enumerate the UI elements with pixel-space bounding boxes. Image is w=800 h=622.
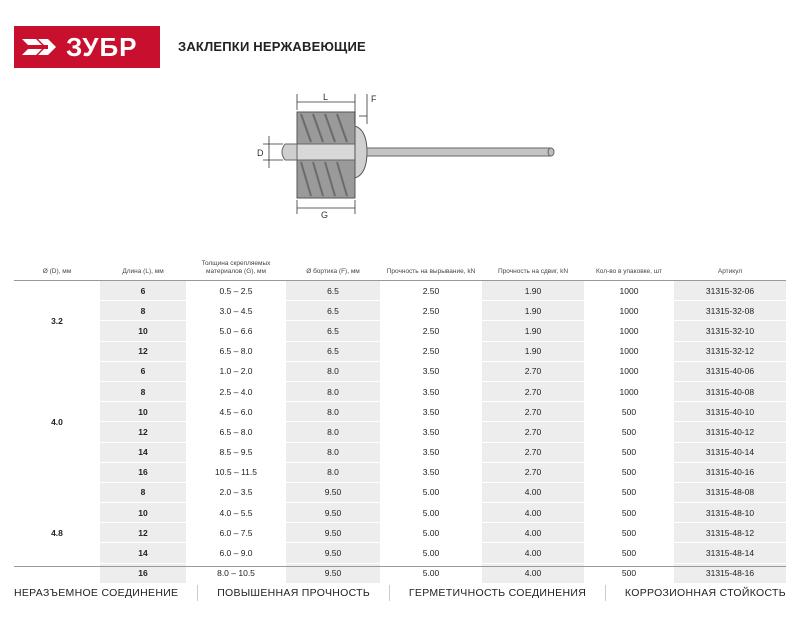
cell-length: 8 [100, 482, 186, 502]
cell-shear-strength: 2.70 [482, 381, 584, 401]
cell-pack-qty: 1000 [584, 361, 674, 381]
cell-flange: 8.0 [286, 422, 380, 442]
cell-length: 10 [100, 402, 186, 422]
cell-flange: 9.50 [286, 503, 380, 523]
page-title: ЗАКЛЕПКИ НЕРЖАВЕЮЩИЕ [178, 39, 366, 54]
cell-length: 16 [100, 563, 186, 583]
cell-length: 10 [100, 503, 186, 523]
cell-pull-strength: 2.50 [380, 281, 482, 301]
cell-thickness: 6.5 – 8.0 [186, 422, 286, 442]
header-flange: Ø бортика (F), мм [306, 268, 360, 275]
table-row [14, 462, 786, 482]
brand-logo [14, 26, 160, 68]
cell-shear-strength: 4.00 [482, 482, 584, 502]
cell-article: 31315-48-10 [674, 503, 786, 523]
cell-shear-strength: 4.00 [482, 543, 584, 563]
cell-pull-strength: 5.00 [380, 563, 482, 583]
cell-length: 12 [100, 523, 186, 543]
table-row [14, 321, 786, 341]
header-diameter: Ø (D), мм [42, 268, 72, 275]
cell-pull-strength: 2.50 [380, 321, 482, 341]
cell-pull-strength: 5.00 [380, 482, 482, 502]
cell-flange: 6.5 [286, 301, 380, 321]
zubr-emblem-icon [22, 35, 58, 59]
cell-shear-strength: 1.90 [482, 321, 584, 341]
cell-pack-qty: 500 [584, 482, 674, 502]
cell-thickness: 4.0 – 5.5 [186, 503, 286, 523]
cell-pack-qty: 500 [584, 563, 674, 583]
cell-diameter: 4.8 [14, 482, 100, 583]
cell-pull-strength: 3.50 [380, 381, 482, 401]
cell-length: 12 [100, 341, 186, 361]
table-row [14, 523, 786, 543]
cell-pack-qty: 500 [584, 462, 674, 482]
cell-pack-qty: 500 [584, 523, 674, 543]
dim-label-l: L [323, 92, 329, 102]
table-row [14, 422, 786, 442]
cell-length: 6 [100, 281, 186, 301]
cell-thickness: 8.5 – 9.5 [186, 442, 286, 462]
table-row [14, 281, 786, 301]
cell-shear-strength: 2.70 [482, 442, 584, 462]
feature-item: КОРРОЗИОННАЯ СТОЙКОСТЬ [624, 587, 786, 599]
cell-thickness: 4.5 – 6.0 [186, 402, 286, 422]
cell-pack-qty: 1000 [584, 301, 674, 321]
dim-label-g: G [321, 210, 329, 220]
cell-thickness: 3.0 – 4.5 [186, 301, 286, 321]
cell-pull-strength: 2.50 [380, 301, 482, 321]
header-pull-strength: Прочность на вырывание, kN [386, 268, 476, 275]
table-row [14, 301, 786, 321]
cell-flange: 8.0 [286, 462, 380, 482]
table-row [14, 543, 786, 563]
cell-article: 31315-40-10 [674, 402, 786, 422]
cell-pull-strength: 3.50 [380, 422, 482, 442]
table-row [14, 503, 786, 523]
cell-pack-qty: 500 [584, 402, 674, 422]
cell-shear-strength: 2.70 [482, 361, 584, 381]
cell-article: 31315-40-06 [674, 361, 786, 381]
cell-article: 31315-32-08 [674, 301, 786, 321]
cell-article: 31315-32-10 [674, 321, 786, 341]
header-shear-strength: Прочность на сдвиг, kN [497, 268, 569, 275]
cell-length: 14 [100, 543, 186, 563]
cell-length: 8 [100, 381, 186, 401]
header-article: Артикул [717, 268, 743, 275]
feature-separator [197, 585, 198, 601]
cell-pack-qty: 500 [584, 422, 674, 442]
cell-flange: 9.50 [286, 482, 380, 502]
cell-thickness: 2.5 – 4.0 [186, 381, 286, 401]
table-row [14, 381, 786, 401]
cell-article: 31315-48-14 [674, 543, 786, 563]
cell-flange: 8.0 [286, 442, 380, 462]
cell-diameter: 4.0 [14, 361, 100, 482]
cell-thickness: 5.0 – 6.6 [186, 321, 286, 341]
spec-table [14, 258, 786, 584]
cell-shear-strength: 2.70 [482, 462, 584, 482]
cell-article: 31315-40-12 [674, 422, 786, 442]
feature-item: ПОВЫШЕННАЯ ПРОЧНОСТЬ [217, 587, 371, 599]
cell-length: 8 [100, 301, 186, 321]
cell-article: 31315-48-16 [674, 563, 786, 583]
table-row [14, 402, 786, 422]
cell-pull-strength: 5.00 [380, 543, 482, 563]
cell-thickness: 0.5 – 2.5 [186, 281, 286, 301]
cell-length: 6 [100, 361, 186, 381]
cell-pull-strength: 3.50 [380, 462, 482, 482]
cell-flange: 6.5 [286, 281, 380, 301]
table-row [14, 361, 786, 381]
cell-article: 31315-32-06 [674, 281, 786, 301]
cell-pull-strength: 3.50 [380, 442, 482, 462]
cell-length: 14 [100, 442, 186, 462]
cell-pull-strength: 3.50 [380, 402, 482, 422]
cell-thickness: 6.5 – 8.0 [186, 341, 286, 361]
cell-article: 31315-48-08 [674, 482, 786, 502]
cell-shear-strength: 2.70 [482, 402, 584, 422]
feature-separator [389, 585, 390, 601]
features-bar [0, 578, 800, 608]
cell-thickness: 10.5 – 11.5 [186, 462, 286, 482]
header-pack-qty: Кол-во в упаковке, шт [596, 268, 662, 275]
cell-diameter: 3.2 [14, 281, 100, 362]
cell-article: 31315-40-14 [674, 442, 786, 462]
feature-item: ГЕРМЕТИЧНОСТЬ СОЕДИНЕНИЯ [408, 587, 587, 599]
brand-name: ЗУБР [66, 32, 138, 62]
cell-pull-strength: 2.50 [380, 341, 482, 361]
cell-length: 12 [100, 422, 186, 442]
cell-pack-qty: 500 [584, 543, 674, 563]
cell-article: 31315-48-12 [674, 523, 786, 543]
rivet-diagram [255, 90, 575, 220]
dim-label-f: F [371, 94, 377, 104]
cell-flange: 6.5 [286, 341, 380, 361]
cell-shear-strength: 1.90 [482, 341, 584, 361]
table-row [14, 482, 786, 502]
cell-thickness: 6.0 – 7.5 [186, 523, 286, 543]
cell-flange: 6.5 [286, 321, 380, 341]
cell-pack-qty: 1000 [584, 281, 674, 301]
cell-pack-qty: 1000 [584, 381, 674, 401]
features-divider [14, 566, 786, 567]
cell-shear-strength: 2.70 [482, 422, 584, 442]
table-header-row [14, 258, 786, 281]
table-row [14, 341, 786, 361]
header-length: Длина (L), мм [122, 268, 164, 275]
cell-article: 31315-40-08 [674, 381, 786, 401]
cell-shear-strength: 4.00 [482, 503, 584, 523]
feature-separator [605, 585, 606, 601]
cell-flange: 8.0 [286, 402, 380, 422]
cell-pull-strength: 5.00 [380, 503, 482, 523]
cell-thickness: 1.0 – 2.0 [186, 361, 286, 381]
cell-article: 31315-40-16 [674, 462, 786, 482]
cell-thickness: 2.0 – 3.5 [186, 482, 286, 502]
cell-flange: 9.50 [286, 523, 380, 543]
dim-label-d: D [257, 148, 264, 158]
cell-flange: 8.0 [286, 361, 380, 381]
cell-shear-strength: 1.90 [482, 281, 584, 301]
cell-shear-strength: 4.00 [482, 563, 584, 583]
cell-flange: 9.50 [286, 543, 380, 563]
cell-pack-qty: 1000 [584, 341, 674, 361]
cell-pack-qty: 1000 [584, 321, 674, 341]
cell-shear-strength: 4.00 [482, 523, 584, 543]
cell-thickness: 6.0 – 9.0 [186, 543, 286, 563]
cell-flange: 8.0 [286, 381, 380, 401]
cell-pack-qty: 500 [584, 442, 674, 462]
cell-shear-strength: 1.90 [482, 301, 584, 321]
table-row [14, 442, 786, 462]
cell-pack-qty: 500 [584, 503, 674, 523]
cell-flange: 9.50 [286, 563, 380, 583]
header-thickness: Толщина скрепляемых материалов (G), мм [201, 260, 271, 275]
table-body [14, 281, 786, 584]
cell-thickness: 8.0 – 10.5 [186, 563, 286, 583]
cell-length: 10 [100, 321, 186, 341]
feature-item: НЕРАЗЪЕМНОЕ СОЕДИНЕНИЕ [14, 587, 179, 599]
cell-length: 16 [100, 462, 186, 482]
cell-pull-strength: 5.00 [380, 523, 482, 543]
cell-article: 31315-32-12 [674, 341, 786, 361]
cell-pull-strength: 3.50 [380, 361, 482, 381]
